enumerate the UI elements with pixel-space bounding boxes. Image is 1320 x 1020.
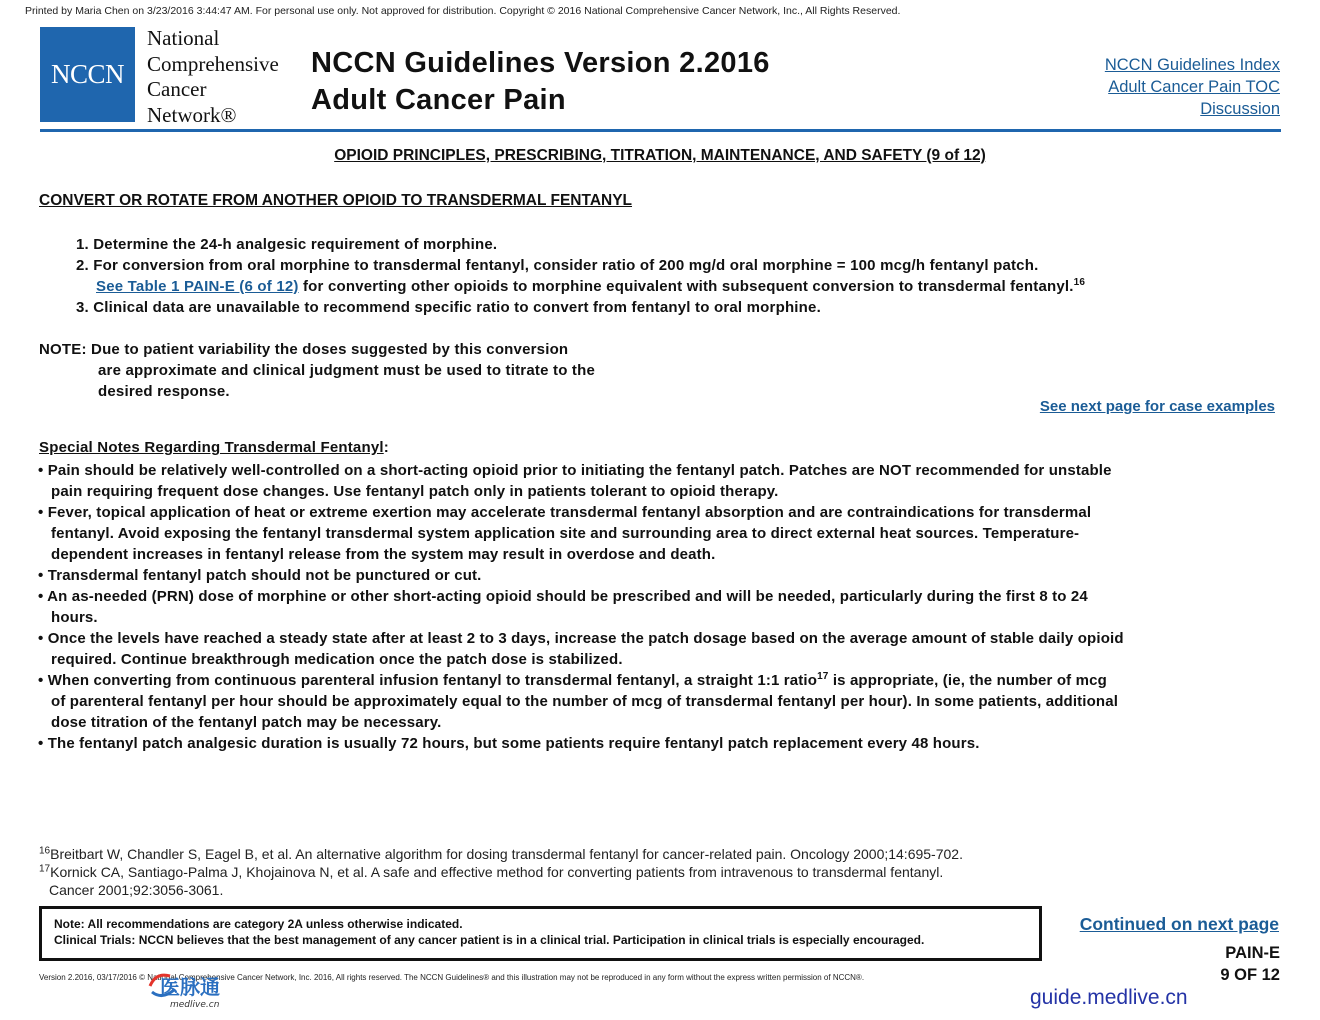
section-title: [0, 147, 1320, 165]
list-item: • An as-needed (PRN) dose of morphine or other short-acting opioid should be prescribed and will be needed, particularly during the first 8 to 24: [38, 588, 1088, 605]
section-title-text: OPIOID PRINCIPLES, PRESCRIBING, TITRATION, MAINTENANCE, AND SAFETY (9 of 12): [334, 147, 986, 164]
list-item-continuation: of parenteral fentanyl per hour should be approximately equal to the number of mcg of transdermal fentanyl per hour). In some patients, additional: [51, 693, 1119, 710]
step-3: 3. Clinical data are unavailable to recommend specific ratio to convert from fentanyl to oral morphine.: [76, 299, 821, 316]
list-item: • Pain should be relatively well-controlled on a short-acting opioid prior to initiating the fentanyl patch. Patches are NOT recommended for unstable: [38, 462, 1112, 479]
page-title: NCCN Guidelines Version 2.2016: [311, 47, 770, 79]
page-subtitle: Adult Cancer Pain: [311, 84, 566, 116]
page-number: 9 OF 12: [1220, 966, 1280, 984]
list-item-continuation: dependent increases in fentanyl release from the system may result in overdose and death.: [51, 546, 716, 563]
nccn-logo: [40, 27, 135, 122]
medlive-logo-text: 医脉通: [160, 975, 220, 999]
step-2: 2. For conversion from oral morphine to transdermal fentanyl, consider ratio of 200 mg/d oral morphine = 100 mcg/h fentanyl patch.: [76, 257, 1039, 274]
reference-text: Breitbart W, Chandler S, Eagel B, et al. An alternative algorithm for dosing transdermal fentanyl for cancer-related pain. Oncology 2000;14:695-702.: [50, 846, 963, 862]
discussion-link[interactable]: Discussion: [1200, 100, 1280, 118]
page-code-id: PAIN-E: [1225, 944, 1280, 962]
note-category-line: Note: All recommendations are category 2A unless otherwise indicated.: [54, 917, 463, 931]
step-1: 1. Determine the 24-h analgesic requirement of morphine.: [76, 236, 498, 253]
list-item: • Once the levels have reached a steady state after at least 2 to 3 days, increase the patch dosage based on the average amount of stable daily opioid: [38, 630, 1124, 647]
logo-name-line: Network®: [147, 102, 237, 127]
recommendation-note-text: [54, 916, 924, 948]
list-item-continuation: required. Continue breakthrough medication once the patch dose is stabilized.: [51, 651, 623, 668]
logo-abbrev: NCCN: [50, 59, 124, 89]
reference-number: 16: [39, 845, 51, 857]
list-item: • The fentanyl patch analgesic duration is usually 72 hours, but some patients require fentanyl patch replacement every 48 hours.: [38, 735, 980, 752]
special-notes-colon: :: [383, 439, 389, 456]
list-item-continuation: dose titration of the fentanyl patch may be necessary.: [51, 714, 442, 731]
reference-16-marker: 16: [1073, 277, 1086, 288]
print-notice: Printed by Maria Chen on 3/23/2016 3:44:47 AM. For personal use only. Not approved for distribution. Copyright © 2016 National Comprehensive Cancer Network, Inc., All Rights Reserved.: [25, 5, 901, 17]
list-item: • Fever, topical application of heat or extreme exertion may accelerate transdermal fentanyl absorption and are contraindications for transdermal: [38, 504, 1092, 521]
list-item-continuation: hours.: [51, 609, 98, 626]
list-item-continuation: fentanyl. Avoid exposing the fentanyl transdermal system application site and surrounding area to direct external heat sources. Temperature-: [51, 525, 1080, 542]
step-2-rest: for converting other opioids to morphine equivalent with subsequent conversion to transdermal fentanyl.: [298, 278, 1074, 295]
header-links: [1105, 54, 1280, 120]
guidelines-index-link[interactable]: NCCN Guidelines Index: [1104, 56, 1280, 74]
conversion-note: [39, 339, 595, 402]
medlive-logo-sub: medlive.cn: [170, 1000, 220, 1010]
version-notice: Version 2.2016, 03/17/2016 © National Comprehensive Cancer Network, Inc. 2016, All rights reserved. The NCCN Guidelines® and this illustration may not be reproduced in any form without the express written permission of NCCN®.: [39, 973, 865, 982]
special-notes-title: Special Notes Regarding Transdermal Fentanyl: [39, 439, 384, 456]
references: [39, 845, 963, 899]
reference-17-marker: 17: [817, 671, 829, 682]
watermark-url: guide.medlive.cn: [1030, 986, 1188, 1009]
reference-number: 17: [39, 863, 51, 875]
reference-17: [39, 863, 963, 881]
list-item-text: • When converting from continuous parenteral infusion fentanyl to transdermal fentanyl, a straight 1:1 ratio: [38, 672, 818, 689]
list-item: [38, 670, 1288, 691]
special-notes-heading: [39, 439, 389, 456]
convert-heading: CONVERT OR ROTATE FROM ANOTHER OPIOID TO TRANSDERMAL FENTANYL: [39, 192, 633, 209]
page-code: [1220, 942, 1280, 986]
reference-text: Kornick CA, Santiago-Palma J, Khojainova N, et al. A safe and effective method for converting patients from intravenous to transdermal fentanyl.: [50, 864, 944, 880]
case-examples-link[interactable]: See next page for case examples: [1039, 398, 1275, 415]
header-divider: [40, 129, 1281, 132]
note-line: are approximate and clinical judgment must be used to titrate to the: [98, 362, 596, 379]
medlive-logo: [148, 970, 258, 1010]
logo-name: [147, 26, 279, 128]
logo-name-line: Cancer: [147, 77, 207, 101]
note-clinical-trials-line: Clinical Trials: NCCN believes that the best management of any cancer patient is in a clinical trial. Participation in clinical trials is especially encouraged.: [54, 933, 925, 947]
continued-link[interactable]: Continued on next page: [1079, 914, 1279, 934]
note-line: NOTE: Due to patient variability the doses suggested by this conversion: [39, 341, 569, 358]
table1-link[interactable]: See Table 1 PAIN-E (6 of 12): [96, 278, 299, 295]
list-item-text: is appropriate, (ie, the number of mcg: [828, 672, 1107, 689]
list-item: • Transdermal fentanyl patch should not be punctured or cut.: [38, 567, 482, 584]
logo-name-line: Comprehensive: [147, 51, 279, 76]
medlive-logo-mark: [148, 970, 258, 1010]
reference-16: [39, 845, 963, 863]
toc-link[interactable]: Adult Cancer Pain TOC: [1108, 78, 1280, 96]
list-item-continuation: pain requiring frequent dose changes. Use fentanyl patch only in patients tolerant to opioid therapy.: [51, 483, 779, 500]
conversion-steps: [76, 234, 1085, 318]
reference-17-continuation: Cancer 2001;92:3056-3061.: [49, 882, 224, 898]
special-notes-list: [38, 460, 1288, 754]
step-2-continuation: [76, 276, 1085, 297]
note-line: desired response.: [98, 383, 230, 400]
logo-name-line: National: [147, 26, 220, 50]
